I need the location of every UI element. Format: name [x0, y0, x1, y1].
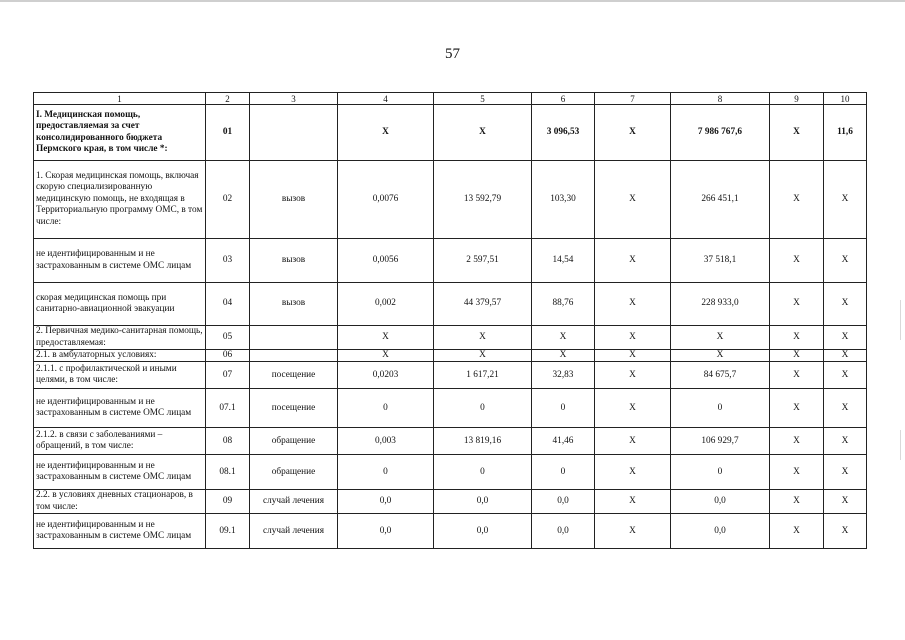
- table-cell: X: [338, 105, 434, 161]
- column-header: 1: [34, 93, 206, 105]
- table-cell: обращение: [250, 455, 338, 490]
- table-cell: X: [532, 326, 595, 350]
- table-cell: 0,002: [338, 283, 434, 326]
- column-header: 2: [206, 93, 250, 105]
- table-cell: 07: [206, 362, 250, 389]
- table-cell: X: [595, 105, 671, 161]
- table-cell: 14,54: [532, 239, 595, 283]
- table-cell: 0,0203: [338, 362, 434, 389]
- table-cell: 13 819,16: [434, 428, 532, 455]
- table-cell: X: [595, 350, 671, 362]
- table-row: [34, 362, 867, 389]
- table-cell: 0,0056: [338, 239, 434, 283]
- table-cell: 0,003: [338, 428, 434, 455]
- table-cell: 09.1: [206, 514, 250, 549]
- table-cell: вызов: [250, 283, 338, 326]
- table-cell: X: [824, 350, 867, 362]
- table-cell: X: [595, 326, 671, 350]
- table-cell: X: [824, 389, 867, 428]
- table-cell: X: [671, 350, 770, 362]
- table-cell: X: [770, 326, 824, 350]
- table-cell: 0: [671, 455, 770, 490]
- table-cell: 0: [434, 455, 532, 490]
- table-cell: X: [770, 389, 824, 428]
- table-cell: X: [338, 350, 434, 362]
- table-cell: 103,30: [532, 161, 595, 239]
- table-cell: X: [595, 428, 671, 455]
- table-cell: X: [434, 350, 532, 362]
- table-cell: X: [770, 161, 824, 239]
- table-cell: X: [824, 514, 867, 549]
- table-cell: 0,0: [434, 490, 532, 514]
- table-cell: X: [824, 326, 867, 350]
- table-row: [34, 239, 867, 283]
- column-header: 10: [824, 93, 867, 105]
- table-row: [34, 514, 867, 549]
- table-cell: 0,0: [532, 514, 595, 549]
- table-cell: 04: [206, 283, 250, 326]
- table-row: [34, 428, 867, 455]
- table-cell: 1 617,21: [434, 362, 532, 389]
- table-cell: 13 592,79: [434, 161, 532, 239]
- table-cell: 08: [206, 428, 250, 455]
- table-row: [34, 389, 867, 428]
- table-cell: X: [595, 455, 671, 490]
- table-cell: X: [770, 514, 824, 549]
- row-description: 2.2. в условиях дневных стационаров, в том числе:: [34, 490, 206, 514]
- table-cell: обращение: [250, 428, 338, 455]
- table-cell: [250, 350, 338, 362]
- table-cell: 84 675,7: [671, 362, 770, 389]
- table-cell: X: [824, 362, 867, 389]
- table-cell: X: [770, 105, 824, 161]
- table-cell: 0: [671, 389, 770, 428]
- row-description: 1. Скорая медицинская помощь, включая скорую специализированную медицинскую помощь, не входящая в Территориальную программу ОМС, в том числе:: [34, 161, 206, 239]
- table-row: [34, 326, 867, 350]
- table-cell: 0: [338, 389, 434, 428]
- row-description: 2.1.1. с профилактической и иными целями, в том числе:: [34, 362, 206, 389]
- table-cell: X: [595, 514, 671, 549]
- table-cell: X: [824, 428, 867, 455]
- column-header: 4: [338, 93, 434, 105]
- row-description: I. Медицинская помощь, предоставляемая за счет консолидированного бюджета Пермского края, в том числе *:: [34, 105, 206, 161]
- table-cell: X: [824, 239, 867, 283]
- table-cell: X: [595, 161, 671, 239]
- table-row: [34, 283, 867, 326]
- table-cell: 03: [206, 239, 250, 283]
- table-cell: X: [595, 362, 671, 389]
- table-cell: вызов: [250, 161, 338, 239]
- table-row: [34, 490, 867, 514]
- row-description: 2.1. в амбулаторных условиях:: [34, 350, 206, 362]
- table-cell: 7 986 767,6: [671, 105, 770, 161]
- table-row: [34, 350, 867, 362]
- table-cell: 0: [338, 455, 434, 490]
- row-description: не идентифицированным и не застрахованным в системе ОМС лицам: [34, 239, 206, 283]
- table-cell: 11,6: [824, 105, 867, 161]
- table-cell: 07.1: [206, 389, 250, 428]
- table-cell: 32,83: [532, 362, 595, 389]
- table-cell: X: [770, 350, 824, 362]
- table-cell: X: [595, 389, 671, 428]
- table-cell: 41,46: [532, 428, 595, 455]
- table-cell: 37 518,1: [671, 239, 770, 283]
- table-cell: X: [532, 350, 595, 362]
- page-number: 57: [445, 46, 460, 62]
- table-cell: 05: [206, 326, 250, 350]
- table-cell: 06: [206, 350, 250, 362]
- table-cell: X: [770, 490, 824, 514]
- table-cell: 08.1: [206, 455, 250, 490]
- table-row: [34, 105, 867, 161]
- row-description: не идентифицированным и не застрахованным в системе ОМС лицам: [34, 514, 206, 549]
- column-header: 3: [250, 93, 338, 105]
- table-cell: 0,0: [671, 490, 770, 514]
- table-cell: X: [770, 428, 824, 455]
- table-cell: посещение: [250, 362, 338, 389]
- column-header: 6: [532, 93, 595, 105]
- medical-care-table: [33, 92, 867, 549]
- table-cell: 02: [206, 161, 250, 239]
- table-cell: случай лечения: [250, 514, 338, 549]
- table-cell: 0,0: [671, 514, 770, 549]
- table-cell: X: [595, 283, 671, 326]
- table-cell: 2 597,51: [434, 239, 532, 283]
- table-cell: случай лечения: [250, 490, 338, 514]
- table-cell: X: [671, 326, 770, 350]
- table-cell: X: [434, 326, 532, 350]
- column-header-row: [34, 93, 867, 105]
- table-cell: 01: [206, 105, 250, 161]
- table-cell: X: [824, 490, 867, 514]
- table-cell: 0,0: [338, 490, 434, 514]
- column-header: 5: [434, 93, 532, 105]
- column-header: 9: [770, 93, 824, 105]
- table-cell: X: [824, 455, 867, 490]
- table-cell: 0,0: [434, 514, 532, 549]
- table-cell: 09: [206, 490, 250, 514]
- table-cell: X: [824, 161, 867, 239]
- table-cell: 0: [532, 455, 595, 490]
- table-cell: [250, 105, 338, 161]
- table-cell: X: [770, 362, 824, 389]
- table-cell: X: [434, 105, 532, 161]
- table-cell: посещение: [250, 389, 338, 428]
- table-cell: 88,76: [532, 283, 595, 326]
- table-cell: X: [770, 239, 824, 283]
- table-cell: 0: [532, 389, 595, 428]
- table-cell: X: [595, 490, 671, 514]
- table-cell: 266 451,1: [671, 161, 770, 239]
- row-description: 2. Первичная медико-санитарная помощь, предоставляемая:: [34, 326, 206, 350]
- row-description: не идентифицированным и не застрахованным в системе ОМС лицам: [34, 389, 206, 428]
- table-cell: X: [338, 326, 434, 350]
- table-cell: 106 929,7: [671, 428, 770, 455]
- table-cell: 0,0076: [338, 161, 434, 239]
- table-cell: 0,0: [338, 514, 434, 549]
- row-description: не идентифицированным и не застрахованным в системе ОМС лицам: [34, 455, 206, 490]
- table-row: [34, 455, 867, 490]
- table-cell: X: [595, 239, 671, 283]
- scan-top-edge: [0, 0, 905, 2]
- table-cell: 228 933,0: [671, 283, 770, 326]
- table-cell: 44 379,57: [434, 283, 532, 326]
- table-cell: 0: [434, 389, 532, 428]
- scan-edge-mark: [900, 300, 901, 340]
- table-row: [34, 161, 867, 239]
- scan-edge-mark: [900, 430, 901, 460]
- row-description: 2.1.2. в связи с заболеваниями – обращений, в том числе:: [34, 428, 206, 455]
- table-cell: X: [824, 283, 867, 326]
- table-cell: [250, 326, 338, 350]
- table-cell: вызов: [250, 239, 338, 283]
- table-cell: 0,0: [532, 490, 595, 514]
- row-description: скорая медицинская помощь при санитарно-авиационной эвакуации: [34, 283, 206, 326]
- table-cell: X: [770, 283, 824, 326]
- column-header: 7: [595, 93, 671, 105]
- column-header: 8: [671, 93, 770, 105]
- table-cell: 3 096,53: [532, 105, 595, 161]
- table-cell: X: [770, 455, 824, 490]
